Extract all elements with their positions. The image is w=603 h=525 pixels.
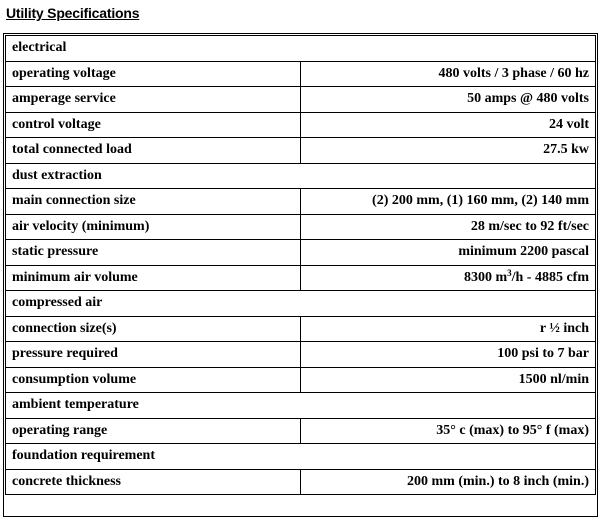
- spec-label: operating voltage: [6, 61, 301, 87]
- spec-label: consumption volume: [6, 367, 301, 393]
- spec-value: 100 psi to 7 bar: [301, 342, 596, 368]
- spec-label: connection size(s): [6, 316, 301, 342]
- spec-value: 480 volts / 3 phase / 60 hz: [301, 61, 596, 87]
- spec-label: amperage service: [6, 87, 301, 113]
- section-header-row: [6, 36, 596, 62]
- spec-value-superscript: 3: [507, 267, 512, 278]
- spec-value-suffix: /h - 4885 cfm: [511, 269, 589, 285]
- spec-value: 200 mm (min.) to 8 inch (min.): [301, 469, 596, 495]
- section-heading-ambient-temperature: ambient temperature: [6, 393, 596, 419]
- section-header-row: [6, 291, 596, 317]
- section-header-row: [6, 444, 596, 470]
- spec-value: [301, 265, 596, 291]
- table-row: [6, 61, 596, 87]
- spec-value: (2) 200 mm, (1) 160 mm, (2) 140 mm: [301, 189, 596, 215]
- section-heading-compressed-air: compressed air: [6, 291, 596, 317]
- spec-value: 50 amps @ 480 volts: [301, 87, 596, 113]
- spec-value: 24 volt: [301, 112, 596, 138]
- table-row: [6, 469, 596, 495]
- spec-value: 35° c (max) to 95° f (max): [301, 418, 596, 444]
- spec-label: total connected load: [6, 138, 301, 164]
- spec-value: minimum 2200 pascal: [301, 240, 596, 266]
- spec-value: r ½ inch: [301, 316, 596, 342]
- section-heading-electrical: electrical: [6, 36, 596, 62]
- table-row: [6, 112, 596, 138]
- table-row: [6, 316, 596, 342]
- spec-value-prefix: 8300 m: [463, 269, 508, 285]
- spec-label: operating range: [6, 418, 301, 444]
- section-heading-dust-extraction: dust extraction: [6, 163, 596, 189]
- section-header-row: [6, 163, 596, 189]
- spec-value: 1500 nl/min: [301, 367, 596, 393]
- table-row: [6, 367, 596, 393]
- section-heading-foundation-requirement: foundation requirement: [6, 444, 596, 470]
- spec-label: air velocity (minimum): [6, 214, 301, 240]
- spec-label: pressure required: [6, 342, 301, 368]
- spec-label: minimum air volume: [6, 265, 301, 291]
- spec-label: static pressure: [6, 240, 301, 266]
- spec-label: control voltage: [6, 112, 301, 138]
- document-title: Utility Specifications: [6, 5, 140, 21]
- table-row: [6, 418, 596, 444]
- spec-value: 27.5 kw: [301, 138, 596, 164]
- table-row: [6, 87, 596, 113]
- table-row: [6, 265, 596, 291]
- table-row: [6, 214, 596, 240]
- spec-value: 28 m/sec to 92 ft/sec: [301, 214, 596, 240]
- table-row: [6, 342, 596, 368]
- table-row: [6, 189, 596, 215]
- section-header-row: [6, 393, 596, 419]
- table-row: [6, 240, 596, 266]
- utility-specifications-table: [5, 35, 596, 495]
- table-row: [6, 138, 596, 164]
- spec-label: concrete thickness: [6, 469, 301, 495]
- spec-label: main connection size: [6, 189, 301, 215]
